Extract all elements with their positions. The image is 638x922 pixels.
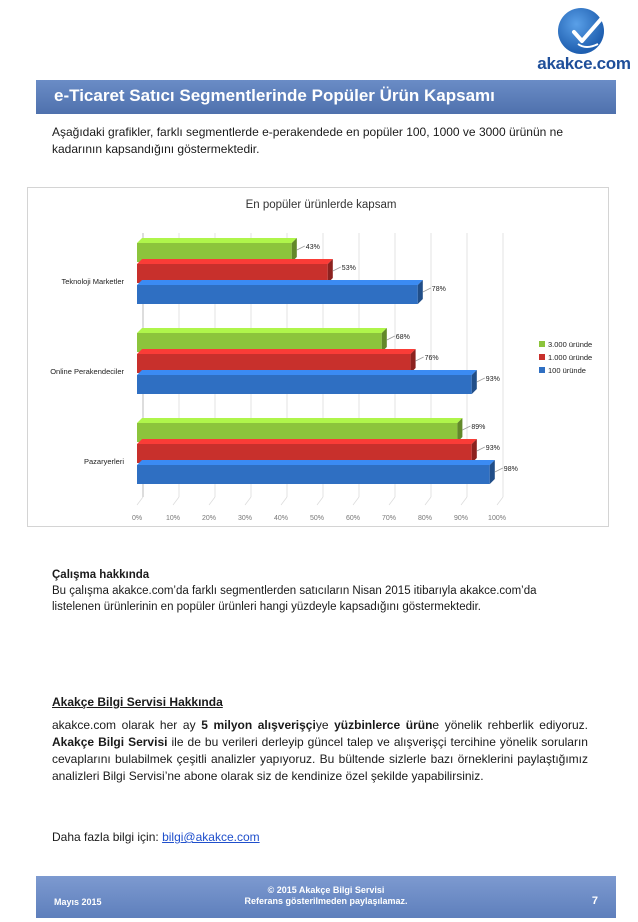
data-label: 53% bbox=[341, 265, 356, 272]
x-tick-label: 40% bbox=[273, 515, 289, 522]
legend-swatch bbox=[539, 367, 545, 373]
bar-top bbox=[137, 238, 297, 243]
about-bold-2: yüzbinlerce ürün bbox=[334, 718, 433, 732]
legend-swatch bbox=[539, 354, 545, 360]
contact-label: Daha fazla bilgi için: bbox=[52, 830, 163, 844]
footer bbox=[36, 876, 616, 918]
bar-top bbox=[137, 418, 462, 423]
footer-date: Mayıs 2015 bbox=[54, 897, 102, 907]
page-title: e-Ticaret Satıcı Segmentlerinde Popüler Ürün Kapsamı bbox=[54, 86, 495, 105]
x-tick-label: 100% bbox=[488, 515, 506, 522]
about-bold-3: Akakçe Bilgi Servisi bbox=[52, 735, 168, 749]
contact-email-link[interactable]: bilgi@akakce.com bbox=[162, 830, 260, 844]
x-tick-label: 20% bbox=[201, 515, 217, 522]
x-tick-label: 10% bbox=[165, 515, 181, 522]
data-label: 93% bbox=[485, 376, 500, 383]
footer-copyright: © 2015 Akakçe Bilgi Servisi bbox=[267, 885, 385, 895]
logo-text: akakce.com bbox=[537, 54, 631, 73]
bar bbox=[137, 285, 418, 304]
footer-center bbox=[36, 885, 616, 907]
data-label: 93% bbox=[485, 445, 500, 452]
bar bbox=[137, 465, 490, 484]
chart-title: En popüler ürünlerde kapsam bbox=[245, 199, 397, 211]
x-tick-label: 50% bbox=[309, 515, 325, 522]
bar-top bbox=[137, 460, 495, 465]
data-label: 76% bbox=[424, 355, 439, 362]
akakce-logo bbox=[536, 8, 632, 74]
about-text bbox=[52, 717, 588, 785]
data-label: 68% bbox=[395, 334, 410, 341]
data-label: 78% bbox=[431, 286, 446, 293]
x-tick-label: 70% bbox=[381, 515, 397, 522]
footer-note: Referans gösterilmeden paylaşılamaz. bbox=[244, 896, 408, 906]
bar-top bbox=[137, 280, 423, 285]
check-icon bbox=[566, 14, 606, 50]
intro-text: Aşağıdaki grafikler, farklı segmentlerde e-perakendede en popüler 100, 1000 ve 3000 ürünün ne kadarının kapsandığını göstermektedir. bbox=[52, 125, 564, 156]
about-text-1: akakce.com olarak her ay bbox=[52, 718, 202, 732]
bar-top bbox=[137, 439, 477, 444]
bar-top bbox=[137, 259, 333, 264]
bar bbox=[137, 375, 472, 394]
x-tick-label: 90% bbox=[453, 515, 469, 522]
legend-label: 3.000 üründe bbox=[548, 340, 593, 349]
legend-label: 1.000 üründe bbox=[548, 353, 593, 362]
about-title: Akakçe Bilgi Servisi Hakkında bbox=[52, 695, 223, 709]
coverage-chart bbox=[27, 187, 609, 527]
category-label: Pazaryerleri bbox=[83, 457, 124, 466]
data-label: 89% bbox=[471, 424, 486, 431]
about-bold-1: 5 milyon alışverişçi bbox=[201, 718, 316, 732]
about-text-2: ye bbox=[315, 718, 335, 732]
title-bar bbox=[36, 80, 616, 114]
data-label: 43% bbox=[305, 244, 320, 251]
study-title: Çalışma hakkında bbox=[52, 569, 150, 581]
study-section bbox=[52, 567, 588, 615]
footer-page-number: 7 bbox=[591, 895, 598, 907]
category-label: Teknoloji Marketler bbox=[61, 277, 124, 286]
bar-top bbox=[137, 349, 416, 354]
legend-swatch bbox=[539, 341, 545, 347]
x-tick-label: 60% bbox=[345, 515, 361, 522]
about-section bbox=[52, 694, 588, 785]
legend-label: 100 üründe bbox=[548, 366, 586, 375]
x-tick-label: 0% bbox=[131, 515, 143, 522]
about-text-4: ile de bu verileri derleyip güncel talep ve alışverişçi tercihine yönelik soruların cevaplarını bulabilmek çeşitli analizler yapıyoruz. Bu bültende sizlerle bazı örneklerini paylaştığımız analizleri Bilgi Servisi’ne abone olarak siz de kendinize özel şekilde yapabilirsiniz. bbox=[52, 735, 588, 783]
x-tick-label: 80% bbox=[417, 515, 433, 522]
x-tick-label: 30% bbox=[237, 515, 253, 522]
data-label: 98% bbox=[503, 466, 518, 473]
study-text: Bu çalışma akakce.com’da farklı segmentlerden satıcıların Nisan 2015 itibarıyla akakce.com’da listelenen ürünlerinin en popüler ürünleri hangi yüzdeyle kapsadığını göstermektedir. bbox=[52, 585, 537, 613]
category-label: Online Perakendeciler bbox=[50, 367, 124, 376]
about-text-3: e yönelik rehberlik ediyoruz. bbox=[432, 718, 589, 732]
bar-top bbox=[137, 328, 387, 333]
bar-top bbox=[137, 370, 477, 375]
contact-line bbox=[52, 829, 588, 845]
